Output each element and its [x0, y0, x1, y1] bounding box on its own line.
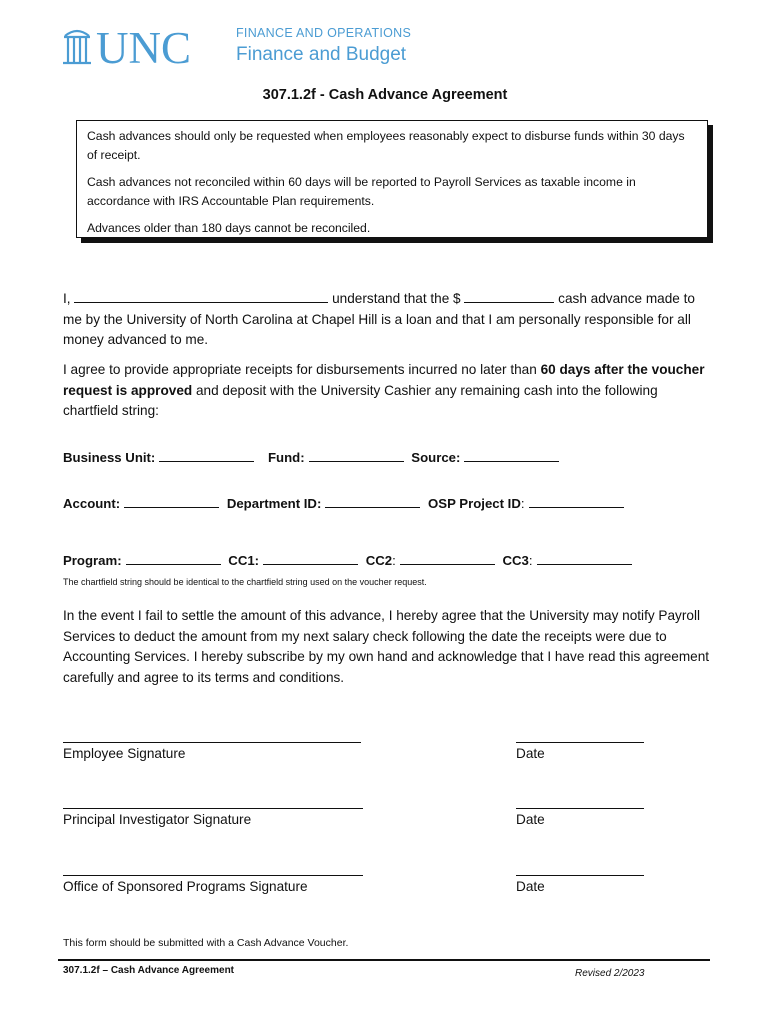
chartfield-row-1 — [63, 448, 559, 465]
account-field[interactable] — [124, 494, 219, 508]
agreement-paragraph-2 — [63, 360, 711, 422]
cc1-label: CC1: — [228, 553, 260, 568]
agreement-paragraph-1 — [63, 288, 711, 351]
agreement-bold-text: 60 days after the voucher request is approved — [63, 362, 705, 398]
employee-date-label: Date — [516, 746, 545, 761]
amount-field[interactable] — [464, 288, 554, 303]
employee-signature-line[interactable] — [63, 742, 361, 743]
agreement-text: cash advance made to me by the University of North Carolina at Chapel Hill is a loan and that I am personally responsible for all money advanced to me. — [63, 291, 695, 347]
notice-box — [76, 120, 708, 238]
footer-form-name: 307.1.2f – Cash Advance Agreement — [63, 965, 235, 976]
program-label: Program: — [63, 553, 122, 568]
unc-logo — [62, 24, 217, 68]
pi-date-label: Date — [516, 812, 545, 827]
notice-item: Cash advances should only be requested when employees reasonably expect to disburse funds within 30 days of receipt. — [87, 129, 685, 162]
department-name: Finance and Budget — [236, 44, 407, 65]
submit-note: This form should be submitted with a Cash Advance Voucher. — [63, 937, 349, 949]
employee-date-line[interactable] — [516, 742, 644, 743]
colon: : — [392, 553, 396, 568]
footer-divider — [58, 959, 710, 961]
osp-date-line[interactable] — [516, 875, 644, 876]
osp-signature-label: Office of Sponsored Programs Signature — [63, 879, 308, 894]
employee-signature-label: Employee Signature — [63, 746, 186, 761]
cc3-label: CC3 — [502, 553, 529, 568]
chartfield-row-2 — [63, 494, 624, 511]
agreement-text: I agree to provide appropriate receipts for disbursements incurred no later than — [63, 362, 537, 377]
fund-label: Fund: — [268, 450, 305, 465]
cc3-field[interactable] — [537, 551, 632, 565]
account-label: Account: — [63, 496, 121, 511]
footer-revised: Revised 2/2023 — [575, 968, 645, 979]
cc2-field[interactable] — [400, 551, 495, 565]
osp-project-id-field[interactable] — [529, 494, 624, 508]
notice-item: Cash advances not reconciled within 60 days will be reported to Payroll Services as taxable income in accordance with IRS Accountable Plan requirements. — [87, 175, 636, 208]
business-unit-label: Business Unit: — [63, 450, 156, 465]
pi-date-line[interactable] — [516, 808, 644, 809]
department-id-label: Department ID: — [226, 496, 322, 511]
osp-date-label: Date — [516, 879, 545, 894]
agreement-text: and deposit with the University Cashier any remaining cash into the following chartfield string: — [63, 382, 658, 418]
business-unit-field[interactable] — [159, 448, 254, 462]
settlement-paragraph — [63, 606, 711, 688]
logo-text: UNC — [96, 24, 192, 68]
pi-signature-label: Principal Investigator Signature — [63, 812, 252, 827]
pi-signature-line[interactable] — [63, 808, 363, 809]
page-title: 307.1.2f - Cash Advance Agreement — [262, 87, 508, 103]
settlement-text: In the event I fail to settle the amount of this advance, I hereby agree that the University may notify Payroll Services to deduct the amount from my next salary check following the date the receipts were due to Accounting Services. I hereby subscribe by my own hand and acknowledge that I have read this agreement carefully and agree to its terms and conditions. — [63, 608, 710, 685]
cc2-label: CC2 — [365, 553, 393, 568]
colon: : — [528, 553, 533, 568]
osp-project-id-label: OSP Project ID — [428, 496, 521, 511]
notice-item: Advances older than 180 days cannot be reconciled. — [87, 221, 371, 235]
fund-field[interactable] — [309, 448, 404, 462]
division-name: FINANCE AND OPERATIONS — [236, 26, 412, 40]
program-field[interactable] — [126, 551, 221, 565]
cc1-field[interactable] — [263, 551, 358, 565]
colon: : — [520, 496, 525, 511]
agreement-text: understand that the $ — [332, 291, 461, 306]
agreement-text: I, — [63, 291, 71, 306]
osp-signature-line[interactable] — [63, 875, 363, 876]
source-label: Source: — [411, 450, 461, 465]
employee-name-field[interactable] — [74, 288, 328, 303]
chartfield-row-3 — [63, 551, 632, 568]
source-field[interactable] — [464, 448, 559, 462]
chartfield-note: The chartfield string should be identical to the chartfield string used on the voucher request. — [63, 577, 427, 587]
department-id-field[interactable] — [325, 494, 420, 508]
